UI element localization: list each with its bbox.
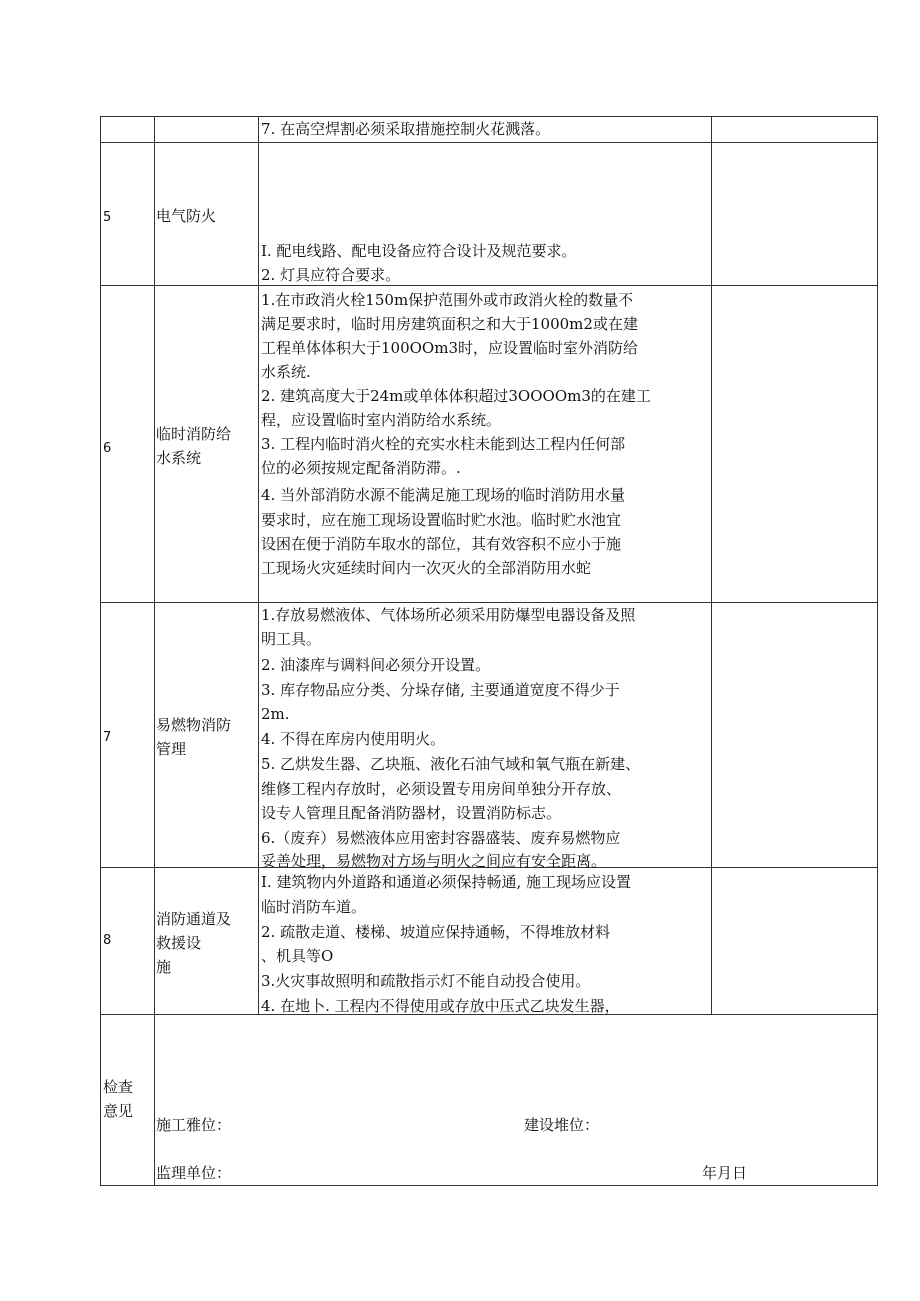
supervision-unit-label: 监理单位： [156, 1164, 232, 1182]
requirement-item: 4. 在地卜. 工程内不得使用或存放中压式乙块发生器， [261, 997, 620, 1015]
requirement-item: 1.在市政消火栓150m保护范围外或市政消火栓的数量不 [261, 291, 634, 309]
requirement-item: 7. 在高空焊割必须采取措施控制火花溅落。 [261, 120, 551, 138]
column-divider [154, 117, 155, 1186]
requirement-item: I. 建筑物内外道路和通道必须保持畅通, 施工现场应设置 [261, 873, 631, 891]
requirement-item: 工现场火灾延续时间内一次灭火的全部消防用水蛇 [261, 559, 592, 577]
requirement-item: 位的必须按规定配备消防滞。. [261, 459, 461, 477]
requirement-item: 2. 疏散走道、楼梯、坡道应保持通畅，不得堆放材料 [261, 923, 611, 941]
row-category: 水系统 [156, 449, 202, 467]
requirement-item: 满足要求时，临时用房建筑面积之和大于1000m2或在建 [261, 315, 638, 333]
row-divider [101, 285, 877, 286]
requirement-item: 要求时，应在施工现场设置临时贮水池。临时贮水池宜 [261, 511, 622, 529]
requirement-item: 工程单体体积大于100OOm3时，应设置临时室外消防给 [261, 339, 638, 357]
requirement-item: 2. 建筑高度大于24m或单体体积超过3OOOOm3的在建工 [261, 387, 651, 405]
row-category: 易燃物消防 [156, 716, 232, 734]
requirement-item: 6.（废弃）易燃液体应用密封容器盛装、废弃易燃物应 [261, 829, 621, 847]
row-number: 5 [103, 210, 112, 225]
requirement-item: 1.存放易燃液体、气体场所必须采用防爆型电器设备及照 [261, 606, 636, 624]
requirement-item: 5. 乙烘发生器、乙块瓶、液化石油气域和氧气瓶在新建、 [261, 755, 641, 773]
requirement-item: I. 配电线路、配电设备应符合设计及规范要求。 [261, 242, 577, 260]
requirement-item: 水系统. [261, 363, 311, 381]
requirement-item: 维修工程内存放时，必须设置专用房间单独分开存放、 [261, 780, 622, 798]
inspection-table [100, 116, 878, 1186]
row-number: 6 [103, 441, 112, 456]
column-divider [258, 117, 259, 1014]
opinion-label: 意见 [103, 1102, 134, 1120]
requirement-item: 、机具等O [261, 947, 334, 965]
column-divider [711, 117, 712, 1014]
requirement-item: 明工具。 [261, 630, 322, 648]
row-category: 电气防火 [156, 207, 217, 225]
row-category: 施 [156, 958, 172, 976]
builder-unit-label: 建设堆位： [524, 1116, 600, 1134]
row-divider [101, 142, 877, 143]
row-category: 临时消防给 [156, 425, 232, 443]
requirement-item: 设困在便于消防车取水的部位，其有效容积不应小于施 [261, 535, 622, 553]
row-divider [101, 602, 877, 603]
requirement-item: 设专人管理且配备消防器材，设置消防标志。 [261, 804, 562, 822]
requirement-item: 3.火灾事故照明和疏散指示灯不能自动投合使用。 [261, 972, 591, 990]
row-category: 救援设 [156, 934, 202, 952]
requirement-item: 4. 当外部消防水源不能满足施工现场的临时消防用水量 [261, 486, 626, 504]
row-category: 消防通道及 [156, 910, 232, 928]
requirement-item: 2. 油漆库与调料间必须分开设置。 [261, 656, 491, 674]
requirement-item: 3. 工程内临时消火栓的充实水柱未能到达工程内任何部 [261, 435, 626, 453]
requirement-item: 3. 库存物品应分类、分垛存储, 主要通道宽度不得少于 [261, 681, 620, 699]
requirement-item: 临时消防车道。 [261, 898, 367, 916]
construction-unit-label: 施工雅位： [156, 1116, 232, 1134]
requirement-item: 4. 不得在库房内使用明火。 [261, 730, 446, 748]
requirement-item: 程，应设置临时室内消防给水系统。 [261, 411, 502, 429]
requirement-item: 妥善处理，易燃物对方场与明火之间应有安全距离。 [261, 852, 607, 870]
requirement-item: 2. 灯具应符合要求。 [261, 266, 401, 284]
row-number: 7 [103, 730, 112, 745]
row-category: 管理 [156, 740, 187, 758]
opinion-label: 检查 [103, 1078, 134, 1096]
date-label: 年月日 [702, 1164, 748, 1182]
requirement-item: 2m. [261, 705, 290, 723]
row-number: 8 [103, 933, 112, 948]
